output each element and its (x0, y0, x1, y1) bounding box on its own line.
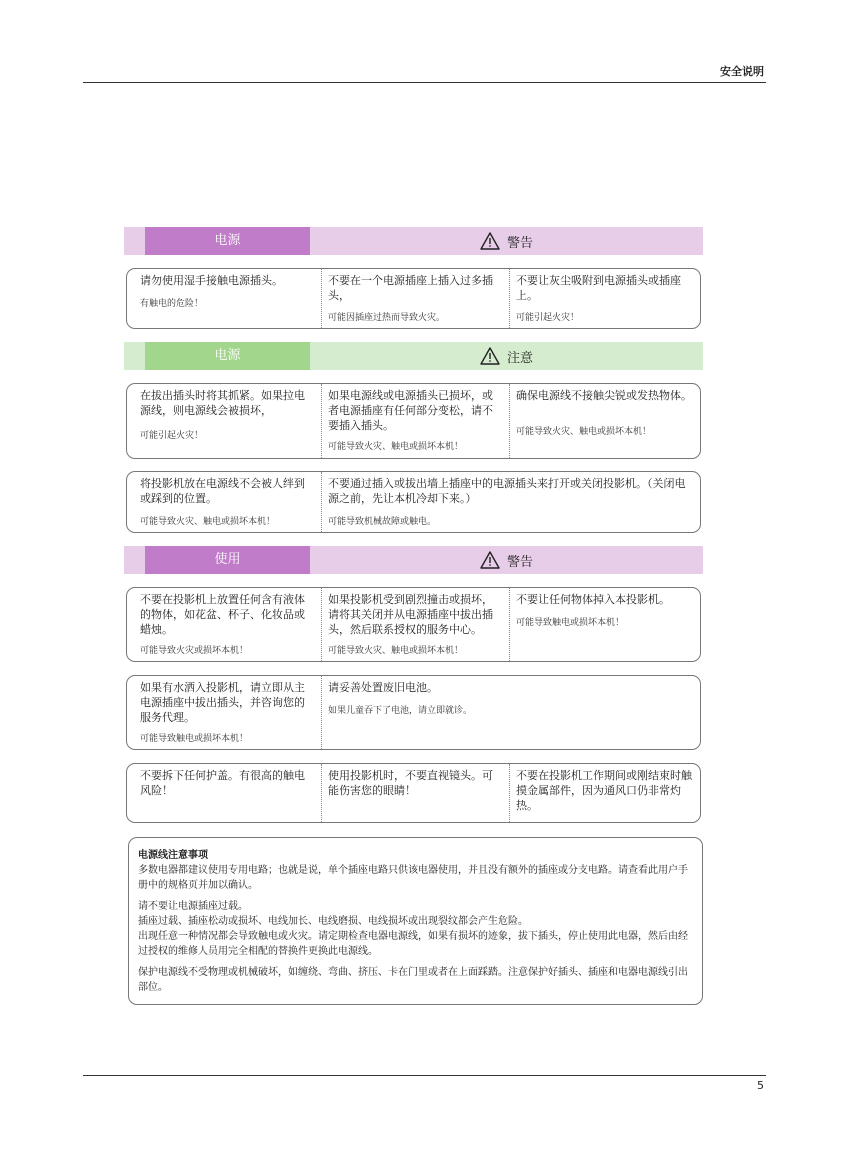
box-cell (127, 764, 321, 822)
box-cell (321, 588, 509, 661)
cell-sub-text: 如果儿童吞下了电池，请立即就诊。 (328, 706, 473, 716)
cell-main-text: 不要在一个电源插座上插入过多插头， (328, 274, 493, 302)
footer-rule (83, 1075, 766, 1076)
warning-triangle-icon (480, 551, 500, 569)
box-cell (509, 384, 700, 458)
cell-main-text: 请妥善处置废旧电池。 (328, 681, 438, 694)
cell-sub-text: 可能因插座过热而导致火灾。 (328, 313, 446, 323)
box-cell (321, 269, 509, 328)
caution-box-2 (126, 471, 701, 533)
box-cell (509, 764, 700, 822)
section-band-power-caution (124, 342, 703, 370)
section-kind-text: 警告 (506, 235, 533, 251)
section-band-usage-warning (124, 546, 703, 574)
box-cell (127, 588, 321, 661)
cell-sub-text: 可能导致触电或损坏本机！ (140, 734, 249, 744)
section-label: 电源 (145, 227, 310, 255)
warning-box-3 (126, 675, 701, 750)
box-cell (127, 472, 321, 532)
cell-main-text: 不要在投影机上放置任何含有液体的物体，如花盆、杯子、化妆品或蜡烛。 (140, 593, 305, 636)
box-cell (127, 269, 321, 328)
cell-main-text: 如果电源线或电源插头已损坏，或者电源插座有任何部分变松，请不要插入插头。 (328, 389, 493, 432)
notes-paragraph: 保护电源线不受物理或机械破坏，如缠绕、弯曲、挤压、卡在门里或者在上面踩踏。注意保护好插头、插座和电器电源线引出部位。 (138, 967, 688, 993)
box-cell (509, 269, 700, 328)
warning-triangle-icon (480, 347, 500, 365)
cell-sub-text: 可能导致火灾、触电或损坏本机！ (328, 442, 464, 452)
section-kind-text: 注意 (506, 350, 533, 366)
cell-sub-text: 可能导致火灾或损坏本机！ (140, 646, 249, 656)
box-cell (321, 472, 700, 532)
section-label: 电源 (145, 342, 310, 370)
section-kind-text: 警告 (506, 554, 533, 570)
warning-box-4 (126, 763, 701, 823)
box-cell (321, 384, 509, 458)
cell-sub-text: 可能导致触电或损坏本机！ (516, 618, 625, 628)
cell-sub-text: 有触电的危险！ (140, 299, 204, 309)
header-rule (83, 82, 766, 83)
cell-main-text: 在拔出插头时将其抓紧。如果拉电源线，则电源线会被损坏， (140, 389, 305, 417)
cell-main-text: 不要在投影机工作期间或刚结束时触摸金属部件，因为通风口仍非常灼热。 (516, 769, 692, 812)
warning-triangle-icon (480, 232, 500, 250)
cell-sub-text: 可能导致火灾、触电或损坏本机！ (328, 646, 464, 656)
cell-main-text: 将投影机放在电源线不会被人绊到或踩到的位置。 (140, 477, 305, 505)
cell-main-text: 请勿使用湿手接触电源插头。 (140, 274, 283, 287)
caution-box-1 (126, 383, 701, 459)
cell-sub-text: 可能引起火灾！ (140, 431, 204, 441)
section-kind (310, 227, 703, 255)
box-cell (321, 676, 700, 749)
warning-box-1 (126, 268, 701, 329)
notes-paragraph: 出现任意一种情况都会导致触电或火灾。请定期检查电器电源线，如果有损坏的迹象，拔下插头，停止使用此电器，然后由经过授权的维修人员用完全相配的替换件更换此电源线。 (138, 931, 688, 957)
section-label: 使用 (145, 546, 310, 574)
cell-main-text: 如果有水洒入投影机，请立即从主电源插座中拔出插头，并咨询您的服务代理。 (140, 681, 305, 724)
page-number: 5 (757, 1079, 764, 1092)
cell-main-text: 不要拆下任何护盖。有很高的触电风险！ (140, 769, 305, 797)
cell-main-text: 不要让灰尘吸附到电源插头或插座上。 (516, 274, 681, 302)
section-kind (310, 546, 703, 574)
cell-main-text: 使用投影机时，不要直视镜头。可能伤害您的眼睛！ (328, 769, 493, 797)
page-header-title: 安全说明 (720, 65, 764, 78)
notes-paragraph: 多数电器都建议使用专用电路；也就是说，单个插座电路只供该电器使用，并且没有额外的插座或分支电路。请查看此用户手册中的规格页并加以确认。 (138, 865, 688, 891)
box-cell (509, 588, 700, 661)
cell-main-text: 不要让任何物体掉入本投影机。 (516, 593, 670, 606)
box-cell (127, 676, 321, 749)
cell-sub-text: 可能导致火灾、触电或损坏本机！ (516, 427, 652, 437)
warning-box-2 (126, 587, 701, 662)
section-kind (310, 342, 703, 370)
box-cell (321, 764, 509, 822)
cell-sub-text: 可能引起火灾！ (516, 313, 580, 323)
section-band-power-warning (124, 227, 703, 255)
cell-main-text: 如果投影机受到剧烈撞击或损坏，请将其关闭并从电源插座中拔出插头，然后联系授权的服务中心。 (328, 593, 493, 636)
cell-main-text: 不要通过插入或拔出墙上插座中的电源插头来打开或关闭投影机。（关闭电源之前，先让本机冷却下来。） (328, 477, 686, 505)
cell-sub-text: 可能导致火灾、触电或损坏本机！ (140, 517, 276, 527)
notes-paragraph: 插座过载、插座松动或损坏、电线加长、电线磨损、电线损坏或出现裂纹都会产生危险。 (138, 916, 528, 927)
cell-main-text: 确保电源线不接触尖锐或发热物体。 (516, 389, 692, 402)
box-cell (127, 384, 321, 458)
power-cord-notes-box (128, 837, 703, 1005)
notes-title: 电源线注意事项 (138, 850, 208, 861)
cell-sub-text: 可能导致机械故障或触电。 (328, 517, 437, 527)
notes-paragraph: 请不要让电源插座过载。 (138, 901, 248, 912)
